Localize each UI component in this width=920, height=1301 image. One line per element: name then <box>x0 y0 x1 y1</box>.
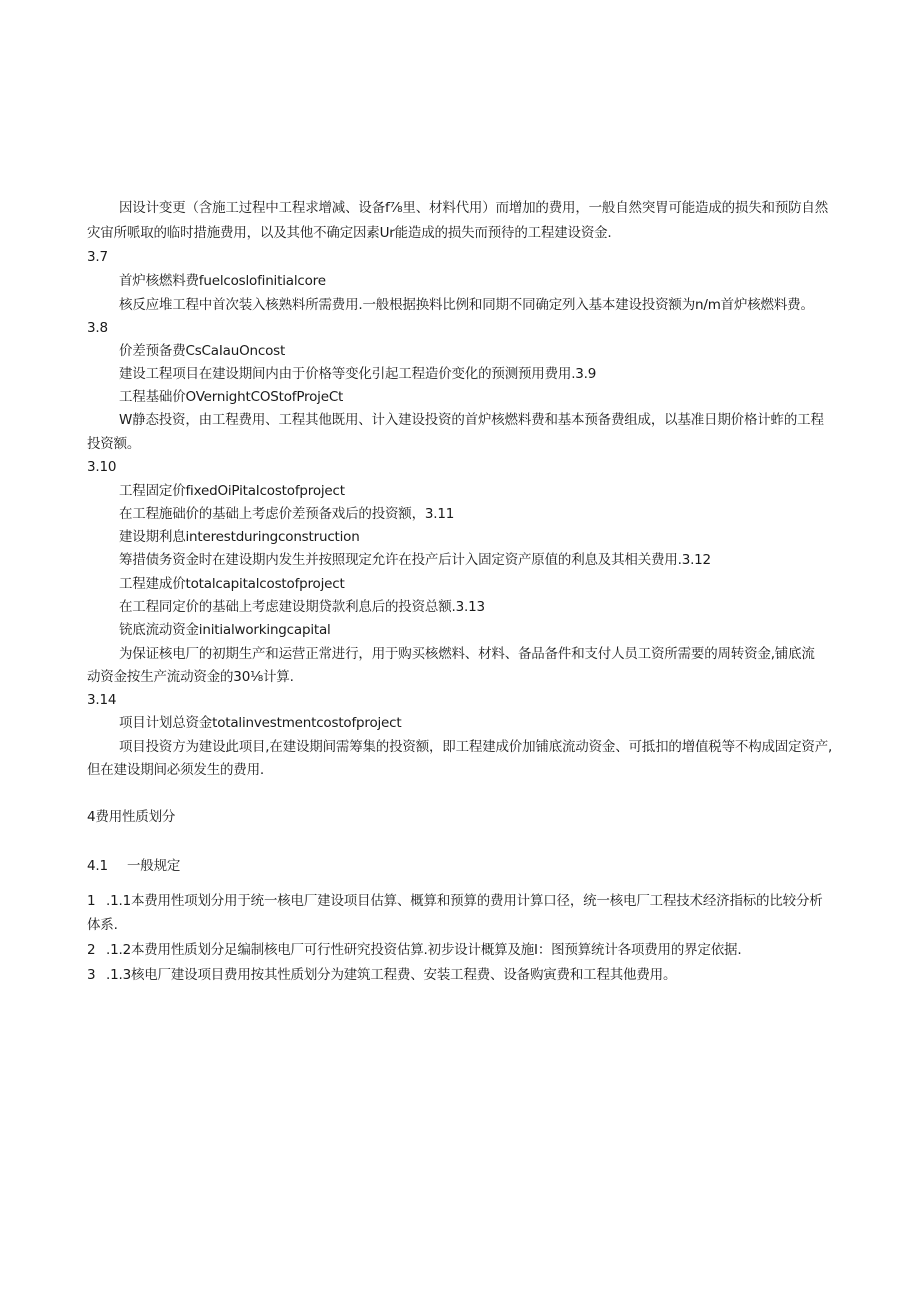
term-definition: 筹措债务资金时在建设期内发生并按照现定允许在投产后计入固定资产原值的利息及其相关费用.3.12 <box>119 552 711 568</box>
term-title: 铳底流动资金initialworkingcapital <box>119 622 331 638</box>
term-definition: 但在建设期间必须发生的费用. <box>87 762 264 778</box>
term-definition: 投资额。 <box>87 436 141 452</box>
term-definition: 动资金按生产流动资金的30⅛计算. <box>87 669 294 685</box>
chapter-heading: 4费用性质划分 <box>87 809 176 825</box>
section-number: 3.7 <box>87 249 108 265</box>
list-item-text: .1.1本费用性项划分用于统一核电厂建设项目估算、概算和预算的费用计算口径，统一核电厂工程技术经济指标的比较分析 <box>106 893 823 909</box>
list-item-number: 1 <box>87 893 96 909</box>
subsection-number: 4.1 <box>87 858 108 874</box>
term-title: 工程建成价totalcapitalcostofproject <box>119 576 345 592</box>
term-definition: 项目投资方为建设此项目,在建设期间需筹集的投资额，即工程建成价加铺底流动资金、可抵扣的增值税等不构成固定资产, <box>119 739 833 755</box>
term-definition: W静态投资，由工程费用、工程其他既用、计入建设投资的首炉核燃料费和基本预备费组成，以基准日期价格计蚱的工程 <box>119 412 824 428</box>
term-title: 项目计划总资金totalinvestmentcostofproject <box>119 715 402 731</box>
list-item-number: 2 <box>87 942 96 958</box>
term-definition: 在工程施础价的基础上考虑价差预备戏后的投资额，3.11 <box>119 506 455 522</box>
list-item-text: 体系. <box>87 917 118 933</box>
term-definition: 核反应堆工程中首次装入核熟料所需费用.一般根据换料比例和同期不同确定列入基本建设投资额为n/m首炉核燃料费。 <box>119 297 814 313</box>
term-title: 建设期利息interestduringconstruction <box>119 529 360 545</box>
term-definition: 在工程同定价的基础上考虑建设期贷款利息后的投资总额.3.13 <box>119 599 485 615</box>
term-title: 价差预备费CsCaIauOncost <box>119 343 286 359</box>
section-number: 3.10 <box>87 459 117 475</box>
paragraph-line: 因设计变更（含施工过程中工程求增减、设备f⅞里、材料代用）而增加的费用，一般自然突胃可能造成的损失和预防自然 <box>119 200 829 216</box>
term-definition: 为保证核电厂的初期生产和运营正常进行，用于购买核燃料、材料、备品备件和支付人员工资所需要的周转资金,铺底流 <box>119 646 815 662</box>
section-number: 3.8 <box>87 320 108 336</box>
list-item-number: 3 <box>87 967 96 983</box>
section-number: 3.14 <box>87 692 117 708</box>
list-item-text: .1.2本费用性质划分足编制核电厂可行性研究投资估算.初步设计概算及施I：图预算统计各项费用的界定依据. <box>106 942 742 958</box>
term-definition: 建设工程项目在建设期间内由于价格等变化引起工程造价变化的预测预用费用.3.9 <box>119 366 597 382</box>
term-title: 工程基础价OVernightCOStofProjeCt <box>119 389 344 405</box>
term-title: 工程固定价fixedOiPitaIcostofproject <box>119 483 345 499</box>
paragraph-line: 灾宙所哌取的临时措施费用，以及其他不确定因素Ur能造成的损失而预待的工程建设资金. <box>87 225 612 241</box>
list-item-text: .1.3核电厂建设项目费用按其性质划分为建筑工程费、安装工程费、设备购寅费和工程其他费用。 <box>106 967 677 983</box>
term-title: 首炉核燃料费fuelcoslofinitialcore <box>119 273 326 289</box>
subsection-title: 一般规定 <box>127 858 181 874</box>
